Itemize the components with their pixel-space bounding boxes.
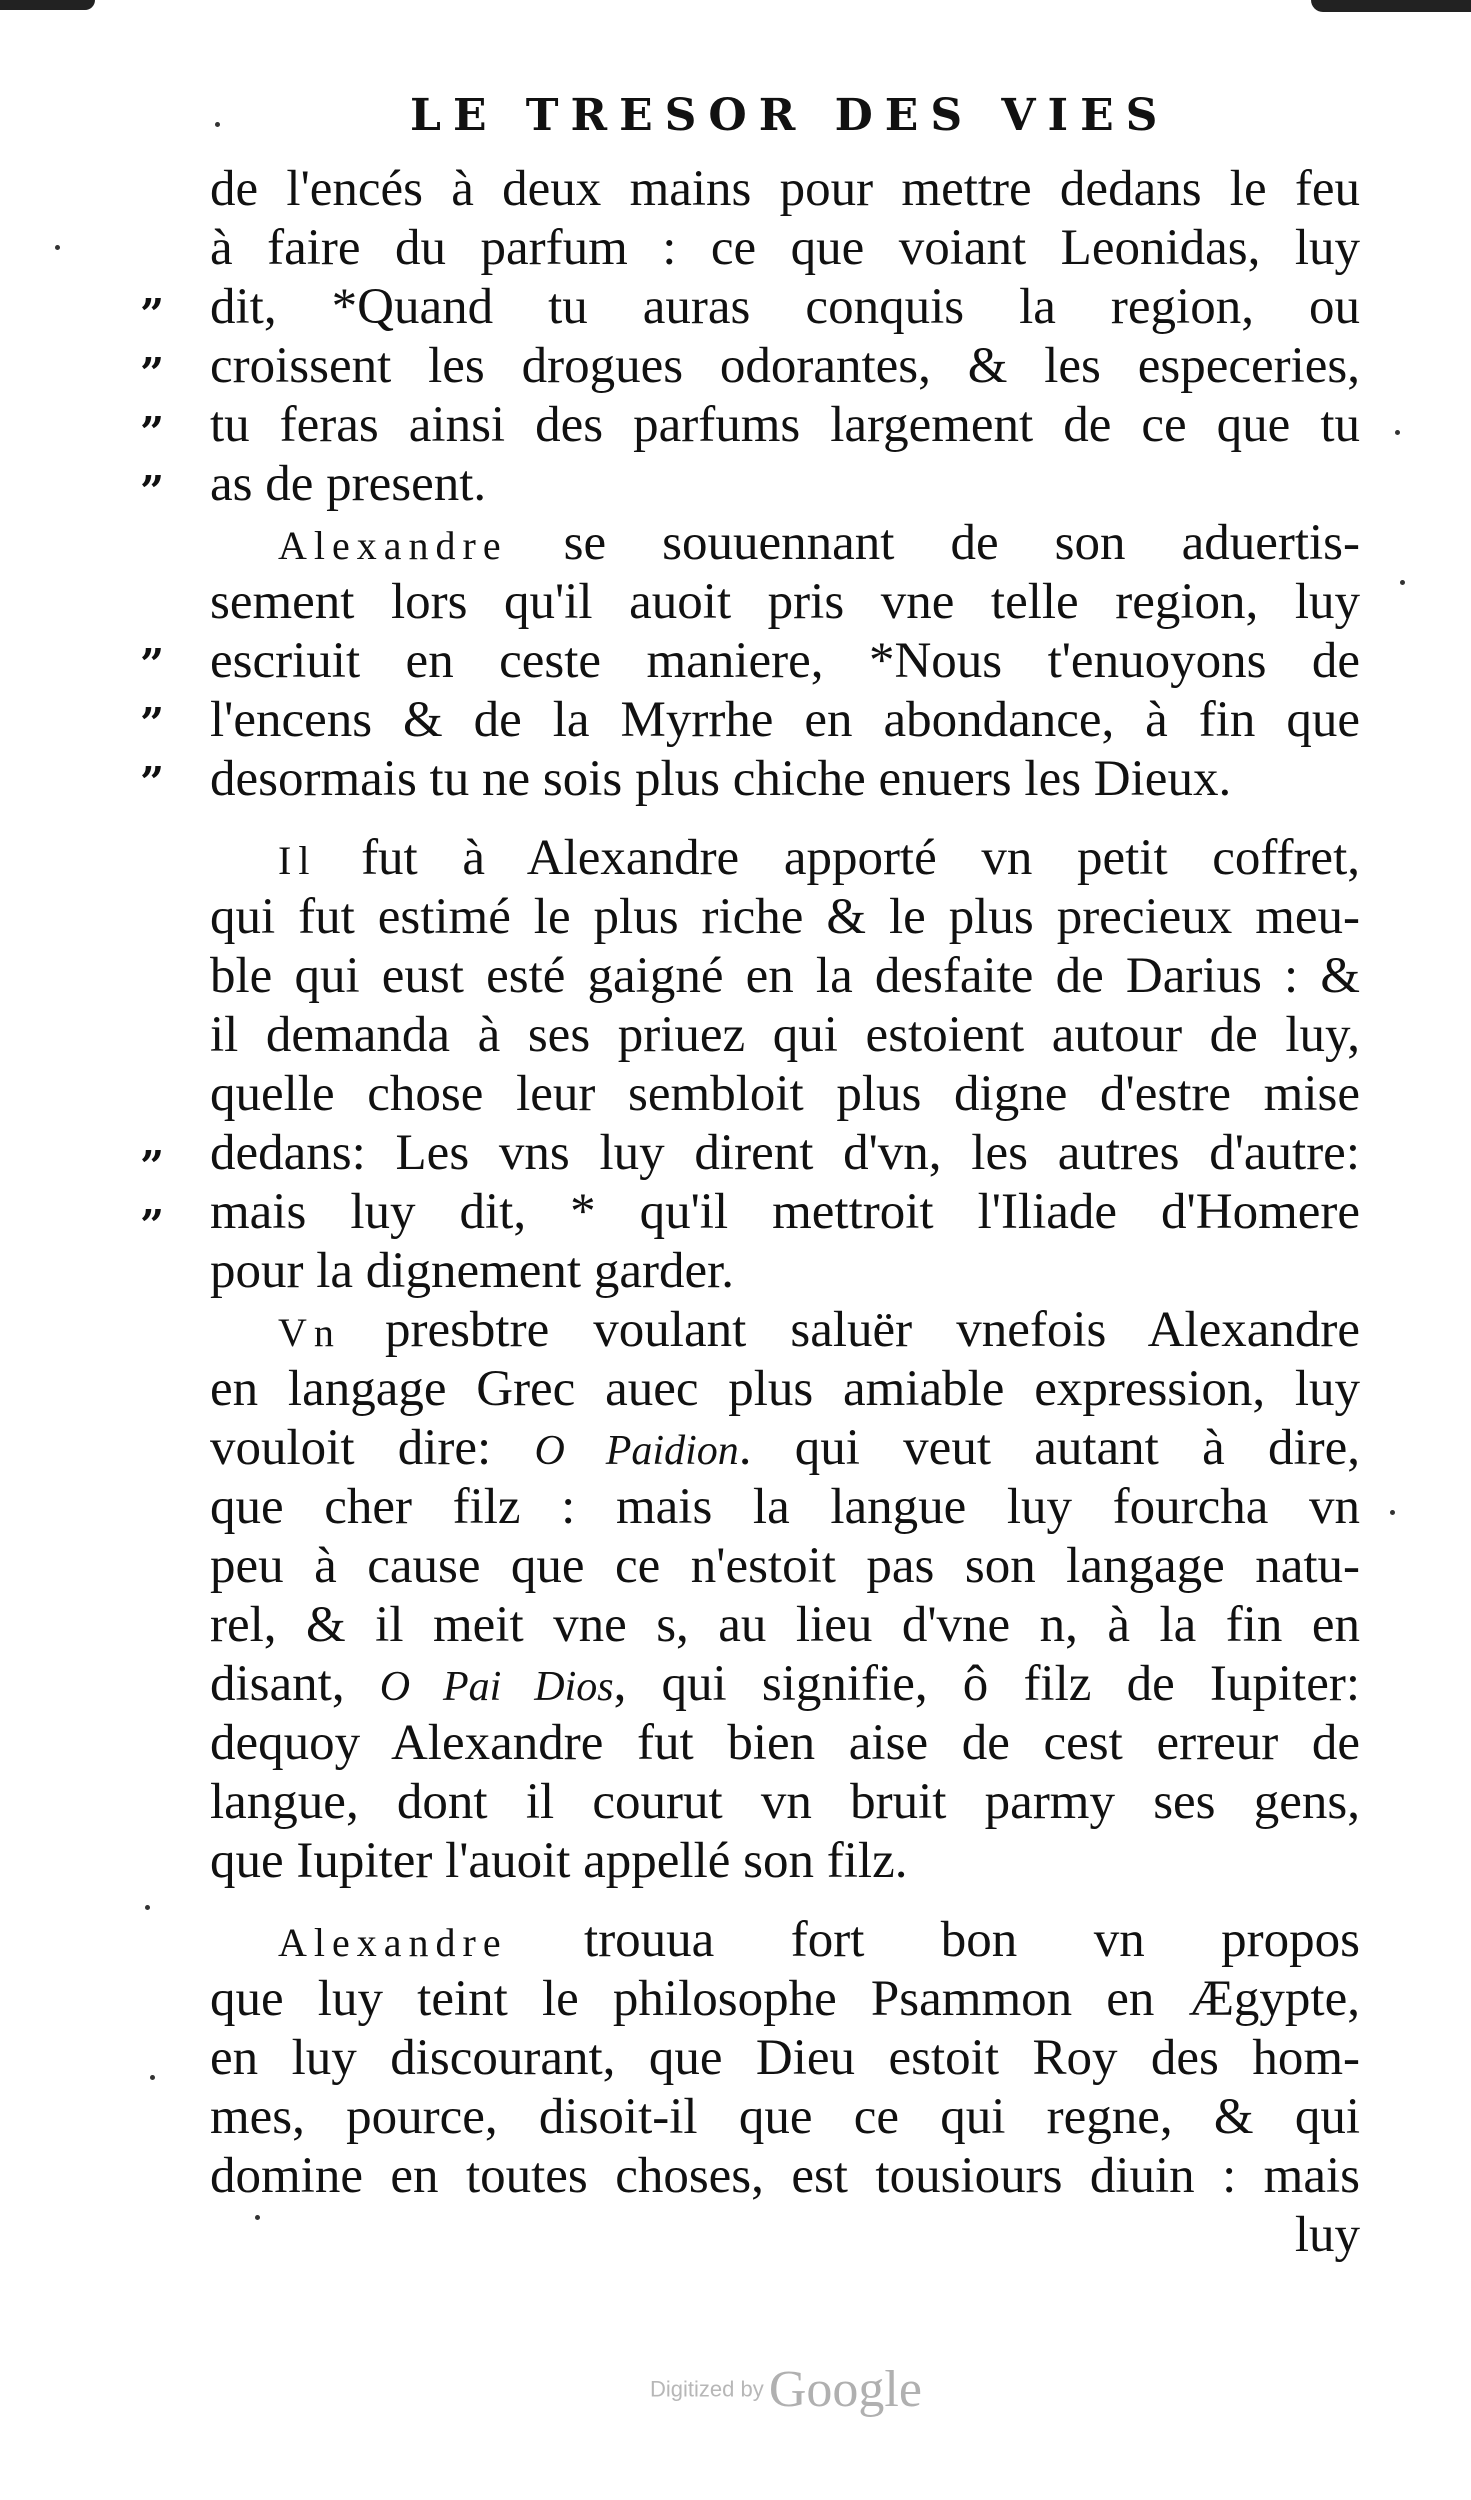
text-line: l'encens & de la Myrrhe en abondance, à fin que bbox=[210, 692, 1360, 748]
margin-quote-mark: ” bbox=[140, 467, 163, 516]
text-line-with-greek bbox=[210, 1655, 1360, 1714]
paper-speck bbox=[1390, 1510, 1395, 1515]
paper-speck bbox=[215, 122, 220, 127]
margin-quote-mark: ” bbox=[140, 758, 163, 807]
text-line: de l'encés à deux mains pour mettre dedans le feu bbox=[210, 161, 1360, 217]
text-line: ble qui eust esté gaigné en la desfaite de Darius : & bbox=[210, 948, 1360, 1004]
text-line: dit, *Quand tu auras conquis la region, ou bbox=[210, 279, 1360, 335]
text-line: rel, & il meit vne s, au lieu d'vne n, à la fin en bbox=[210, 1597, 1360, 1653]
greek-phrase: O Pai Dios bbox=[379, 1664, 614, 1710]
margin-quote-mark: ” bbox=[140, 1201, 163, 1250]
google-logo: Google bbox=[768, 2361, 922, 2418]
paper-speck bbox=[1395, 430, 1400, 435]
greek-phrase: O Paidion bbox=[534, 1428, 739, 1474]
text-line: dedans: Les vns luy dirent d'vn, les autres d'autre: bbox=[210, 1125, 1360, 1181]
text-line: en langage Grec auec plus amiable expression, luy bbox=[210, 1361, 1360, 1417]
paragraph-opening-line bbox=[210, 829, 1360, 888]
margin-quote-mark: ” bbox=[140, 699, 163, 748]
paper-speck bbox=[145, 1905, 150, 1910]
margin-quote-mark: ” bbox=[140, 290, 163, 339]
margin-quote-mark: ” bbox=[140, 408, 163, 457]
text-line: qui fut estimé le plus riche & le plus precieux meu- bbox=[210, 889, 1360, 945]
running-head: LE TRESOR DES VIES bbox=[410, 90, 1170, 141]
text-line: croissent les drogues odorantes, & les especeries, bbox=[210, 338, 1360, 394]
text-line: sement lors qu'il auoit pris vne telle region, luy bbox=[210, 574, 1360, 630]
text-line: peu à cause que ce n'estoit pas son langage natu- bbox=[210, 1538, 1360, 1594]
paragraph-gap bbox=[210, 809, 1360, 829]
text-line-with-greek bbox=[210, 1419, 1360, 1478]
text-line: mes, pource, disoit-il que ce qui regne, & qui bbox=[210, 2089, 1360, 2145]
page-body-text bbox=[210, 160, 1360, 2265]
margin-quote-mark: ” bbox=[140, 640, 163, 689]
paper-speck bbox=[1400, 580, 1405, 585]
text-line: pour la dignement garder. bbox=[210, 1243, 734, 1299]
small-caps-lead: Vn bbox=[278, 1310, 341, 1355]
margin-quote-mark: ” bbox=[140, 1142, 163, 1191]
paper-speck bbox=[55, 245, 60, 250]
text-line: en luy discourant, que Dieu estoit Roy des hom- bbox=[210, 2030, 1360, 2086]
text-span: trouua fort bon vn propos bbox=[507, 1912, 1360, 1968]
text-line: as de present. bbox=[210, 456, 487, 512]
paragraph-gap bbox=[210, 1891, 1360, 1911]
text-line: tu feras ainsi des parfums largement de ce que tu bbox=[210, 397, 1360, 453]
text-line: domine en toutes choses, est tousiours diuin : mais bbox=[210, 2148, 1360, 2204]
paragraph-opening-line bbox=[210, 514, 1360, 573]
ink-blot-left bbox=[0, 0, 95, 10]
text-span: presbtre voulant saluër vnefois Alexandre bbox=[340, 1302, 1360, 1358]
digitized-by-google-watermark bbox=[650, 2360, 922, 2419]
text-line: desormais tu ne sois plus chiche enuers les Dieux. bbox=[210, 751, 1232, 807]
text-span: fut à Alexandre apporté vn petit coffret, bbox=[316, 830, 1360, 886]
small-caps-lead: Il bbox=[278, 838, 317, 883]
digitized-label: Digitized by bbox=[650, 2376, 764, 2402]
text-line: que luy teint le philosophe Psammon en Ægypte, bbox=[210, 1971, 1360, 2027]
small-caps-name: Alexandre bbox=[278, 523, 508, 568]
text-span: se souuennant de son aduertis- bbox=[507, 515, 1360, 571]
paragraph-opening-line bbox=[210, 1301, 1360, 1360]
paper-speck bbox=[150, 2075, 155, 2080]
text-span: disant, bbox=[210, 1656, 380, 1712]
text-line: escriuit en ceste maniere, *Nous t'enuoyons de bbox=[210, 633, 1360, 689]
text-line: que cher filz : mais la langue luy fourcha vn bbox=[210, 1479, 1360, 1535]
text-span: vouloit dire: bbox=[210, 1420, 535, 1476]
text-line: que Iupiter l'auoit appellé son filz. bbox=[210, 1833, 908, 1889]
text-line: dequoy Alexandre fut bien aise de cest erreur de bbox=[210, 1715, 1360, 1771]
paragraph-opening-line bbox=[210, 1911, 1360, 1970]
text-line: quelle chose leur sembloit plus digne d'estre mise bbox=[210, 1066, 1360, 1122]
text-line: à faire du parfum : ce que voiant Leonidas, luy bbox=[210, 220, 1360, 276]
catchword: luy bbox=[1294, 2207, 1360, 2263]
text-span: . qui veut autant à dire, bbox=[738, 1420, 1361, 1476]
ink-blot-right bbox=[1311, 0, 1471, 12]
margin-quote-mark: ” bbox=[140, 349, 163, 398]
small-caps-name: Alexandre bbox=[278, 1920, 508, 1965]
text-line: langue, dont il courut vn bruit parmy ses gens, bbox=[210, 1774, 1360, 1830]
top-edge-smudge bbox=[0, 0, 1471, 14]
text-span: , qui signifie, ô filz de Iupiter: bbox=[613, 1656, 1361, 1712]
text-line: mais luy dit, * qu'il mettroit l'Iliade d'Homere bbox=[210, 1184, 1360, 1240]
text-line: il demanda à ses priuez qui estoient autour de luy, bbox=[210, 1007, 1360, 1063]
